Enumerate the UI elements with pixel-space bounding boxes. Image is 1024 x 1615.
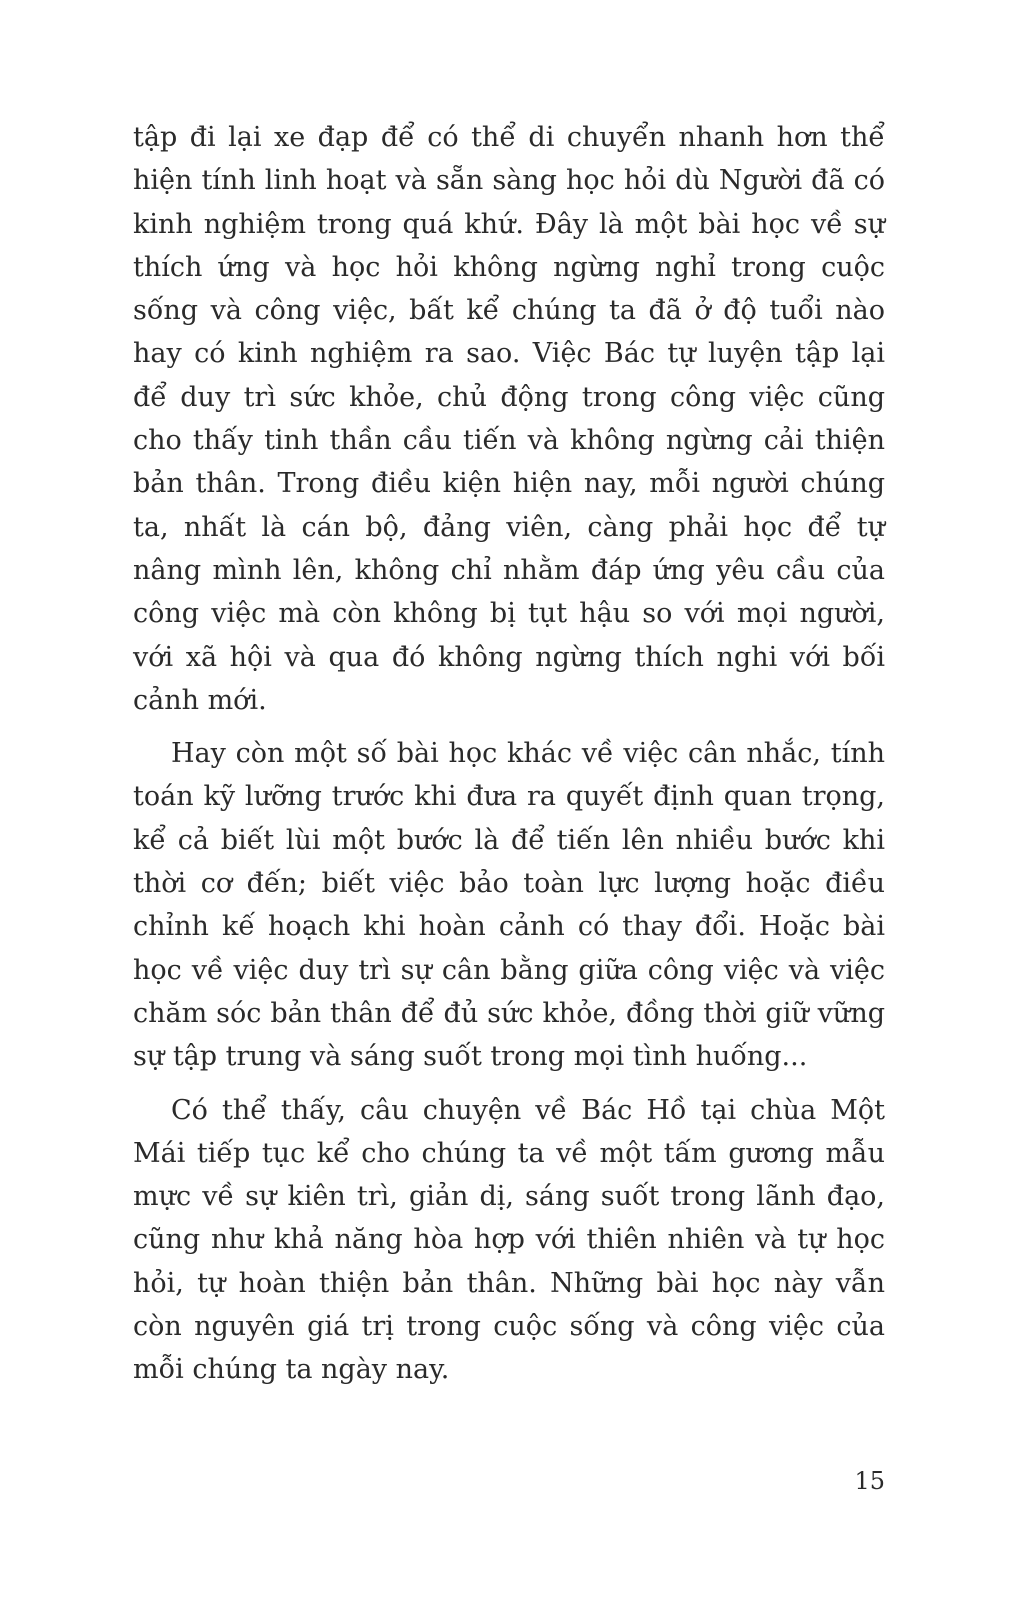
body-text — [133, 116, 885, 1402]
paragraph-lessons: Hay còn một số bài học khác về việc cân nhắc, tính toán kỹ lưỡng trước khi đưa ra quyết định quan trọng, kể cả biết lùi một bước là để tiến lên nhiều bước khi thời cơ đến; biết việc bảo toàn lực lượng hoặc điều chỉnh kế hoạch khi hoàn cảnh có thay đổi. Hoặc bài học về việc duy trì sự cân bằng giữa công việc và việc chăm sóc bản thân để đủ sức khỏe, đồng thời giữ vững sự tập trung và sáng suốt trong mọi tình huống... — [133, 738, 885, 1073]
paragraph-conclusion: Có thể thấy, câu chuyện về Bác Hồ tại chùa Một Mái tiếp tục kể cho chúng ta về một tấm gương mẫu mực về sự kiên trì, giản dị, sáng suốt trong lãnh đạo, cũng như khả năng hòa hợp với thiên nhiên và tự học hỏi, tự hoàn thiện bản thân. Những bài học này vẫn còn nguyên giá trị trong cuộc sống và công việc của mỗi chúng ta ngày nay. — [133, 1094, 885, 1386]
page-number: 15 — [854, 1467, 885, 1495]
paragraph-continuation: tập đi lại xe đạp để có thể di chuyển nhanh hơn thể hiện tính linh hoạt và sẵn sàng học hỏi dù Người đã có kinh nghiệm trong quá khứ. Đây là một bài học về sự thích ứng và học hỏi không ngừng nghỉ trong cuộc sống và công việc, bất kể chúng ta đã ở độ tuổi nào hay có kinh nghiệm ra sao. Việc Bác tự luyện tập lại để duy trì sức khỏe, chủ động trong công việc cũng cho thấy tinh thần cầu tiến và không ngừng cải thiện bản thân. Trong điều kiện hiện nay, mỗi người chúng ta, nhất là cán bộ, đảng viên, càng phải học để tự nâng mình lên, không chỉ nhằm đáp ứng yêu cầu của công việc mà còn không bị tụt hậu so với mọi người, với xã hội và qua đó không ngừng thích nghi với bối cảnh mới. — [133, 122, 885, 716]
